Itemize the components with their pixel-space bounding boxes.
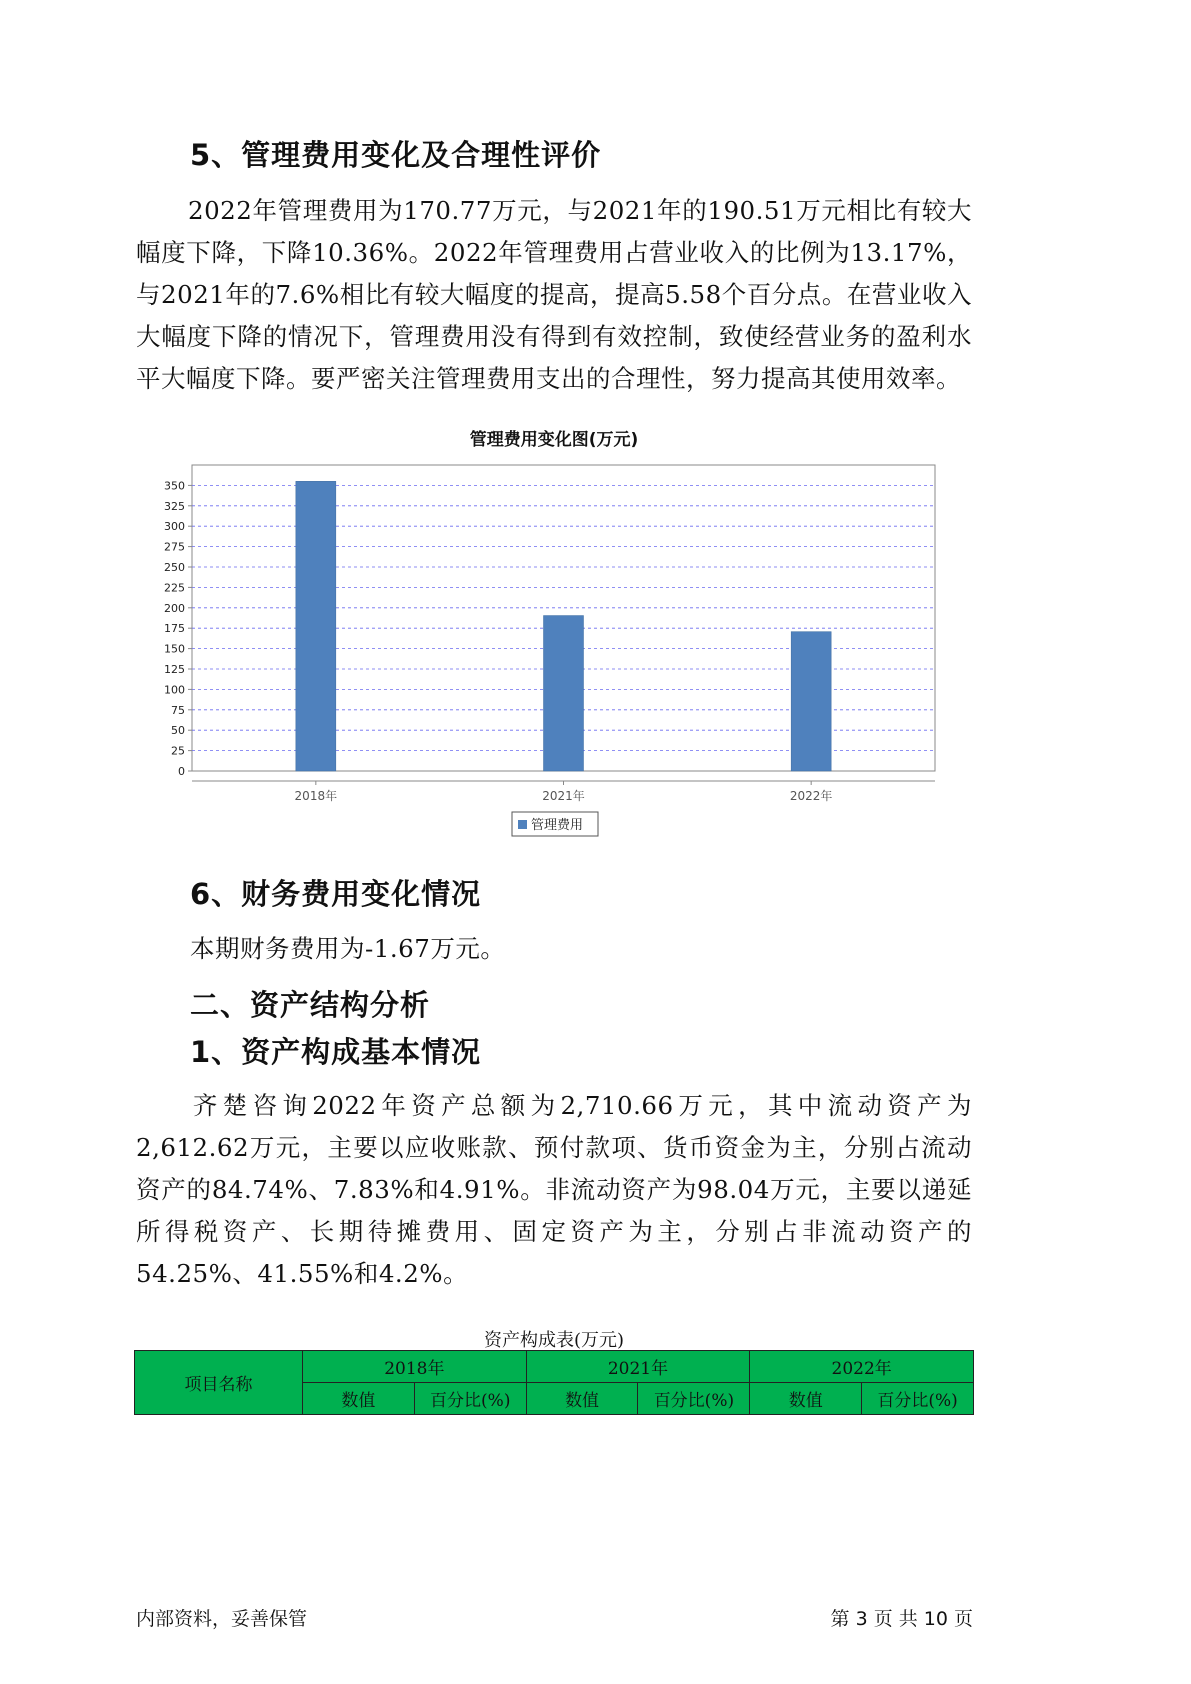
chart-title: 管理费用变化图(万元): [469, 430, 639, 450]
section-6-paragraph: 本期财务费用为-1.67万元。: [190, 934, 506, 963]
y-tick-label: 300: [164, 520, 185, 534]
section-5-heading: 5、管理费用变化及合理性评价: [190, 138, 602, 172]
section-5-paragraph: [136, 190, 972, 400]
section-1-paragraph-text: 齐楚咨询2022年资产总额为2,710.66万元，其中流动资产为2,612.62万元，主要以应收账款、预付款项、货币资金为主，分别占流动资产的84.74%、7.83%和4.91%。非流动资产为98.04万元，主要以递延所得税资产、长期待摊费用、固定资产为主，分别占非流动资产的54.25%、41.55%和4.2%。: [136, 1091, 972, 1288]
y-tick-label: 75: [171, 703, 185, 717]
table-caption: 资产构成表(万元): [483, 1330, 625, 1351]
bar-2022年: [791, 632, 831, 771]
y-tick-label: 325: [164, 499, 185, 513]
section-6-heading: 6、财务费用变化情况: [190, 877, 482, 911]
y-tick-label: 50: [171, 724, 185, 738]
chart-legend: [512, 812, 598, 836]
chart-x-axis: [192, 781, 935, 803]
y-tick-label: 200: [164, 601, 185, 615]
x-tick-label: 2021年: [542, 789, 585, 803]
y-tick-label: 0: [178, 765, 185, 778]
asset-structure-table: [134, 1350, 974, 1415]
x-tick-label: 2018年: [294, 789, 338, 803]
y-tick-label: 125: [164, 663, 185, 676]
legend-label: 管理费用: [531, 818, 584, 833]
y-tick-label: 250: [164, 561, 185, 574]
y-tick-label: 275: [164, 540, 185, 554]
item-name-header: 项目名称: [135, 1351, 303, 1415]
year-header: 2021年: [526, 1351, 750, 1383]
percent-header: 百分比(%): [414, 1383, 526, 1415]
management-expense-chart: [140, 455, 970, 845]
legend-swatch: [518, 820, 527, 829]
y-tick-label: 25: [171, 744, 185, 758]
percent-header: 百分比(%): [862, 1383, 974, 1415]
y-tick-label: 225: [164, 581, 185, 595]
y-tick-label: 350: [164, 479, 185, 493]
value-header: 数值: [750, 1383, 862, 1415]
section-5-paragraph-text: 2022年管理费用为170.77万元，与2021年的190.51万元相比有较大幅度下降，下降10.36%。2022年管理费用占营业收入的比例为13.17%，与2021年的7.6%相比有较大幅度的提高，提高5.58个百分点。在营业收入大幅度下降的情况下，管理费用没有得到有效控制，致使经营业务的盈利水平大幅度下降。要严密关注管理费用支出的合理性，努力提高其使用效率。: [136, 196, 972, 393]
table-header-row: [135, 1351, 974, 1383]
footer-page-number: 第 3 页 共 10 页: [830, 1608, 973, 1630]
footer-confidential-note: 内部资料，妥善保管: [136, 1608, 308, 1630]
chart-y-axis: [164, 479, 192, 778]
x-tick-label: 2022年: [789, 789, 833, 803]
value-header: 数值: [526, 1383, 638, 1415]
year-header: 2022年: [750, 1351, 974, 1383]
y-tick-label: 100: [164, 683, 185, 697]
value-header: 数值: [303, 1383, 415, 1415]
bar-2018年: [296, 481, 336, 771]
year-header: 2018年: [303, 1351, 527, 1383]
bar-2021年: [544, 616, 584, 771]
y-tick-label: 175: [164, 622, 185, 636]
section-1-paragraph: [136, 1085, 972, 1295]
y-tick-label: 150: [164, 642, 185, 656]
percent-header: 百分比(%): [638, 1383, 750, 1415]
part-2-heading: 二、资产结构分析: [190, 988, 431, 1022]
section-1-heading: 1、资产构成基本情况: [190, 1035, 482, 1069]
